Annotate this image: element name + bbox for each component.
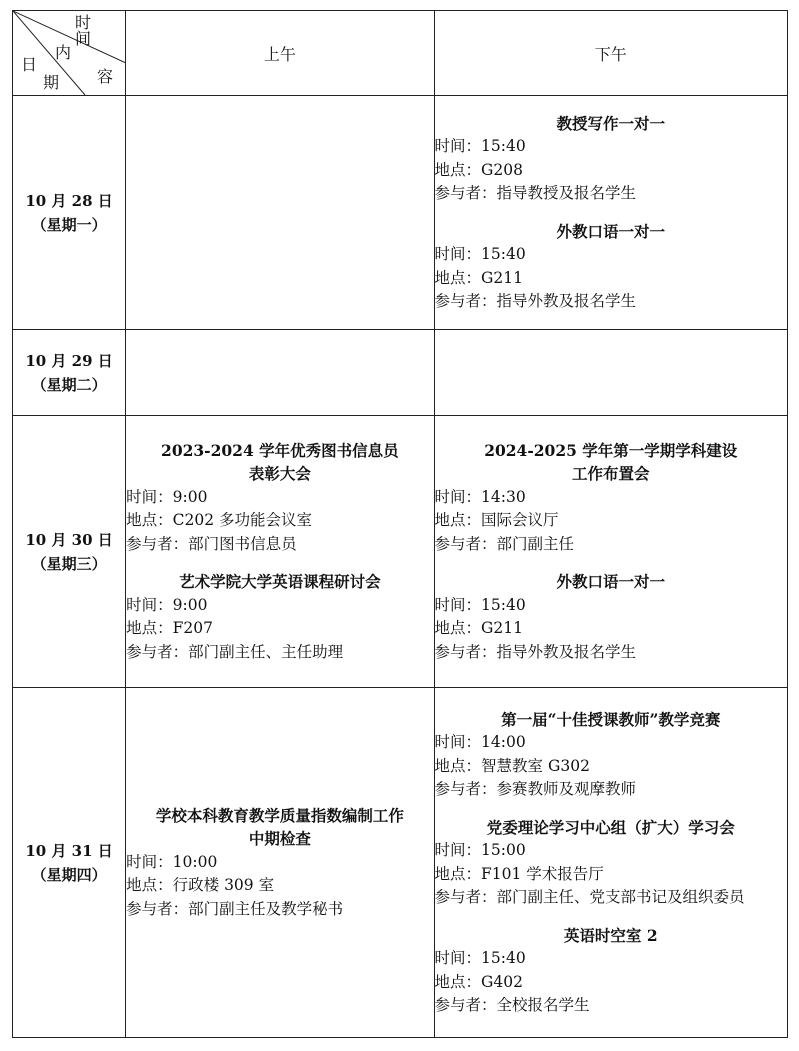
- corner-date-label: 日: [21, 55, 48, 74]
- day-row-3: [13, 416, 788, 688]
- event-time: 时间：14:00: [434, 733, 526, 751]
- event: [435, 816, 787, 910]
- event-time: 时间：15:40: [434, 137, 526, 155]
- am-cell: [126, 330, 434, 416]
- event-title: 外教口语一对一: [556, 221, 666, 241]
- event-time: 时间：10:00: [126, 852, 218, 871]
- event-participants: 参与者：全校报名学生: [434, 996, 590, 1014]
- header-am: 上午: [126, 11, 434, 96]
- event-title: 外教口语一对一: [556, 572, 666, 592]
- date-label: 10 月 29 日: [25, 351, 113, 370]
- event-place: 地点：国际会议厅: [434, 511, 559, 530]
- date-cell: [13, 416, 126, 688]
- event-time: 时间：9:00: [126, 595, 208, 614]
- date-label: 10 月 31 日: [25, 841, 113, 860]
- pm-cell: [434, 330, 787, 416]
- event-time: 时间：15:40: [434, 949, 526, 967]
- event-title: 教授写作一对一: [556, 113, 666, 133]
- date-cell: [13, 330, 126, 416]
- weekday-label: （星期四）: [31, 865, 107, 884]
- event-title: 第一届“十佳授课教师”教学竞赛: [501, 709, 721, 729]
- event-place: 地点：智慧教室 G302: [434, 756, 590, 775]
- event: [435, 570, 787, 664]
- event-title: 学校本科教育教学质量指数编制工作: [155, 805, 404, 825]
- event-participants: 参与者：指导教授及报名学生: [434, 184, 637, 202]
- event-participants: 参与者：指导外教及报名学生: [434, 642, 637, 661]
- event-title-line2: 中期检查: [248, 829, 311, 849]
- pm-cell: [434, 96, 787, 330]
- event: [435, 708, 787, 802]
- day-row-1: [13, 96, 788, 330]
- event-participants: 参与者：部门副主任、主任助理: [126, 642, 344, 661]
- event: [126, 570, 433, 664]
- date-cell: [13, 688, 126, 1038]
- pm-cell: [434, 416, 787, 688]
- weekday-label: （星期二）: [31, 375, 107, 394]
- schedule-table: [12, 10, 788, 1038]
- event: [126, 804, 433, 922]
- event-title-line2: 工作布置会: [572, 464, 650, 484]
- event: [435, 439, 787, 557]
- event: [126, 439, 433, 557]
- am-cell: [126, 688, 434, 1038]
- event-place: 地点：F101 学术报告厅: [434, 864, 604, 883]
- day-row-2: [13, 330, 788, 416]
- date-label: 10 月 28 日: [25, 191, 113, 210]
- event-place: 地点：G208: [434, 160, 523, 179]
- event-title: 艺术学院大学英语课程研讨会: [179, 572, 381, 592]
- event-title: 2024-2025 学年第一学期学科建设: [484, 440, 738, 460]
- event-time: 时间：15:40: [434, 245, 526, 263]
- event-place: 地点：行政楼 309 室: [126, 876, 275, 895]
- event-participants: 参与者：指导外教及报名学生: [434, 292, 637, 310]
- event: [435, 220, 787, 314]
- event-participants: 参与者：部门副主任、党支部书记及组织委员: [434, 888, 745, 906]
- day-row-4: [13, 688, 788, 1038]
- event-title: 英语时空室 2: [563, 925, 658, 945]
- am-cell: [126, 96, 434, 330]
- corner-content-label: 内: [55, 43, 82, 62]
- event: [435, 112, 787, 206]
- event-place: 地点：F207: [126, 619, 213, 638]
- corner-time-label: 时 间: [75, 13, 102, 48]
- event-place: 地点：C202 多功能会议室: [126, 511, 313, 530]
- weekday-label: （星期一）: [31, 215, 107, 234]
- event-title-line2: 表彰大会: [248, 464, 311, 484]
- event-time: 时间：15:40: [434, 595, 526, 614]
- event-participants: 参与者：部门副主任及教学秘书: [126, 899, 344, 918]
- event-title: 2023-2024 学年优秀图书信息员: [161, 440, 399, 460]
- header-pm: 下午: [434, 11, 787, 96]
- event-title: 党委理论学习中心组（扩大）学习会: [486, 817, 735, 837]
- event-place: 地点：G211: [434, 619, 523, 638]
- event-time: 时间：9:00: [126, 487, 208, 506]
- event-participants: 参与者：部门副主任: [434, 534, 575, 553]
- date-cell: [13, 96, 126, 330]
- event-place: 地点：G402: [434, 972, 523, 991]
- event-time: 时间：15:00: [434, 841, 526, 859]
- corner-date2-label: 期: [43, 73, 70, 92]
- event-participants: 参与者：部门图书信息员: [126, 534, 297, 553]
- corner-content2-label: 容: [97, 67, 124, 86]
- weekday-label: （星期三）: [31, 554, 107, 573]
- pm-cell: [434, 688, 787, 1038]
- event-place: 地点：G211: [434, 268, 523, 287]
- event-participants: 参与者：参赛教师及观摩教师: [434, 780, 637, 798]
- corner-cell: [13, 11, 126, 96]
- am-cell: [126, 416, 434, 688]
- event-time: 时间：14:30: [434, 487, 526, 506]
- event: [435, 924, 787, 1018]
- date-label: 10 月 30 日: [25, 530, 113, 549]
- header-row: [13, 11, 788, 96]
